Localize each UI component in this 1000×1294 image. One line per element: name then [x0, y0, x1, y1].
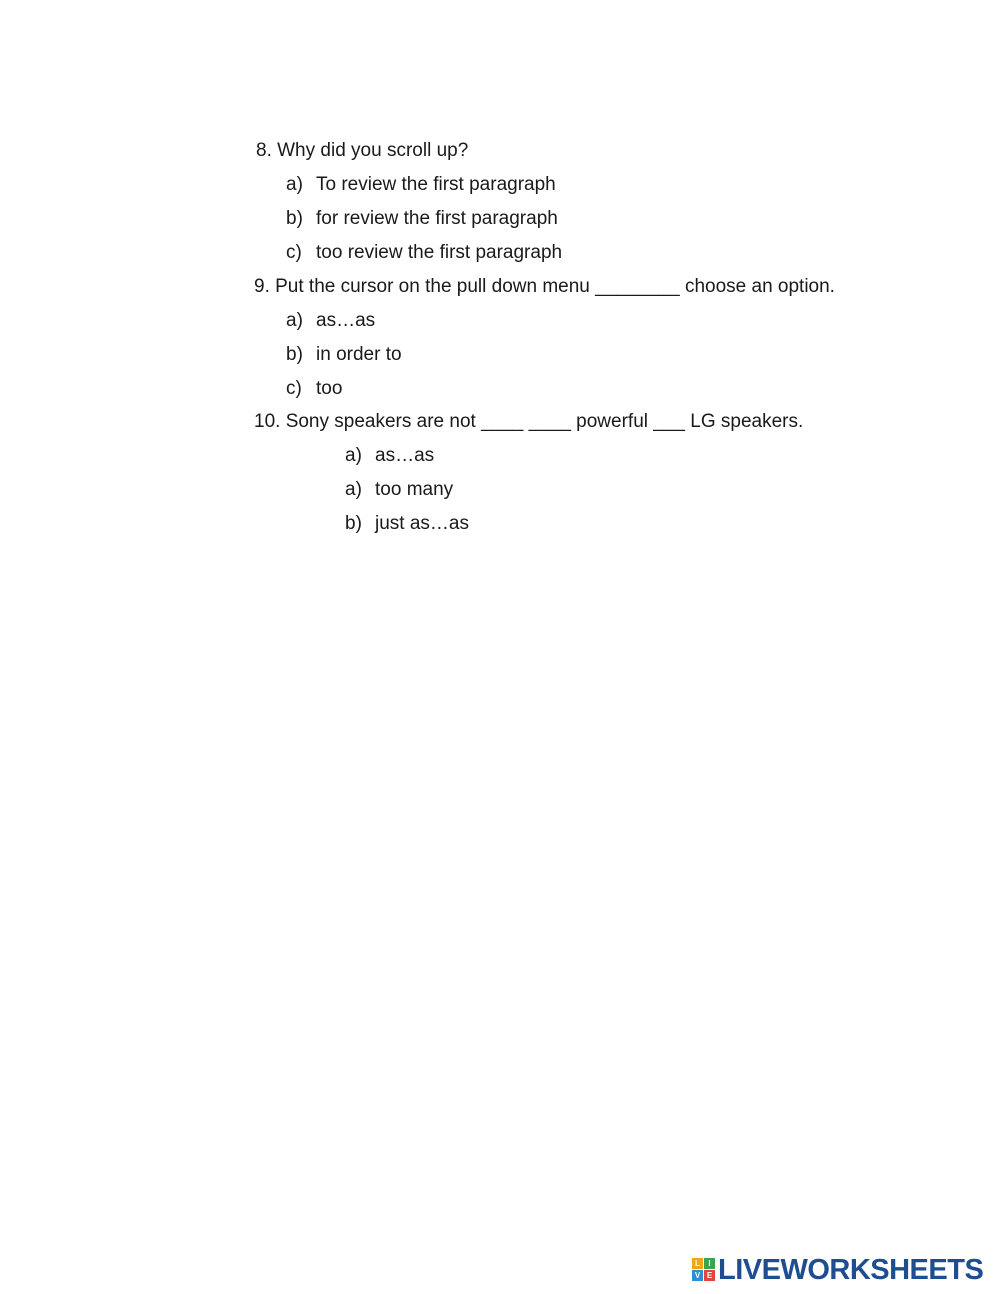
question-10-stem: 10. Sony speakers are not ____ ____ powerful ___ LG speakers. [254, 411, 804, 432]
q8-option-a-letter: a) [286, 174, 303, 195]
logo-tile-l: L [692, 1258, 703, 1269]
q9-option-a-text[interactable]: as…as [316, 310, 376, 331]
question-8-stem: 8. Why did you scroll up? [256, 140, 469, 161]
logo-tile-v: V [692, 1270, 703, 1281]
q9-option-a-letter: a) [286, 310, 303, 331]
q10-option-2-text[interactable]: too many [375, 479, 454, 500]
logo-wordmark: LIVEWORKSHEETS [718, 1253, 984, 1286]
question-9-stem: 9. Put the cursor on the pull down menu ________ choose an option. [254, 276, 835, 297]
q9-option-b-letter: b) [286, 344, 303, 365]
logo-tile-e: E [704, 1270, 715, 1281]
liveworksheets-logo [692, 1253, 984, 1286]
logo-tile-i: I [704, 1258, 715, 1269]
q8-option-a-text[interactable]: To review the first paragraph [316, 174, 556, 195]
logo-tiles-icon [692, 1258, 716, 1282]
q10-option-2-letter: a) [345, 479, 362, 500]
q10-option-1-text[interactable]: as…as [375, 445, 435, 466]
q9-option-c-letter: c) [286, 378, 302, 399]
q9-option-c-text[interactable]: too [316, 378, 343, 399]
q10-option-1-letter: a) [345, 445, 362, 466]
q9-option-b-text[interactable]: in order to [316, 344, 402, 365]
q8-option-b-letter: b) [286, 208, 303, 229]
q10-option-3-letter: b) [345, 513, 362, 534]
q8-option-c-letter: c) [286, 242, 302, 263]
q8-option-b-text[interactable]: for review the first paragraph [316, 208, 558, 229]
q10-option-3-text[interactable]: just as…as [375, 513, 469, 534]
q8-option-c-text[interactable]: too review the first paragraph [316, 242, 563, 263]
